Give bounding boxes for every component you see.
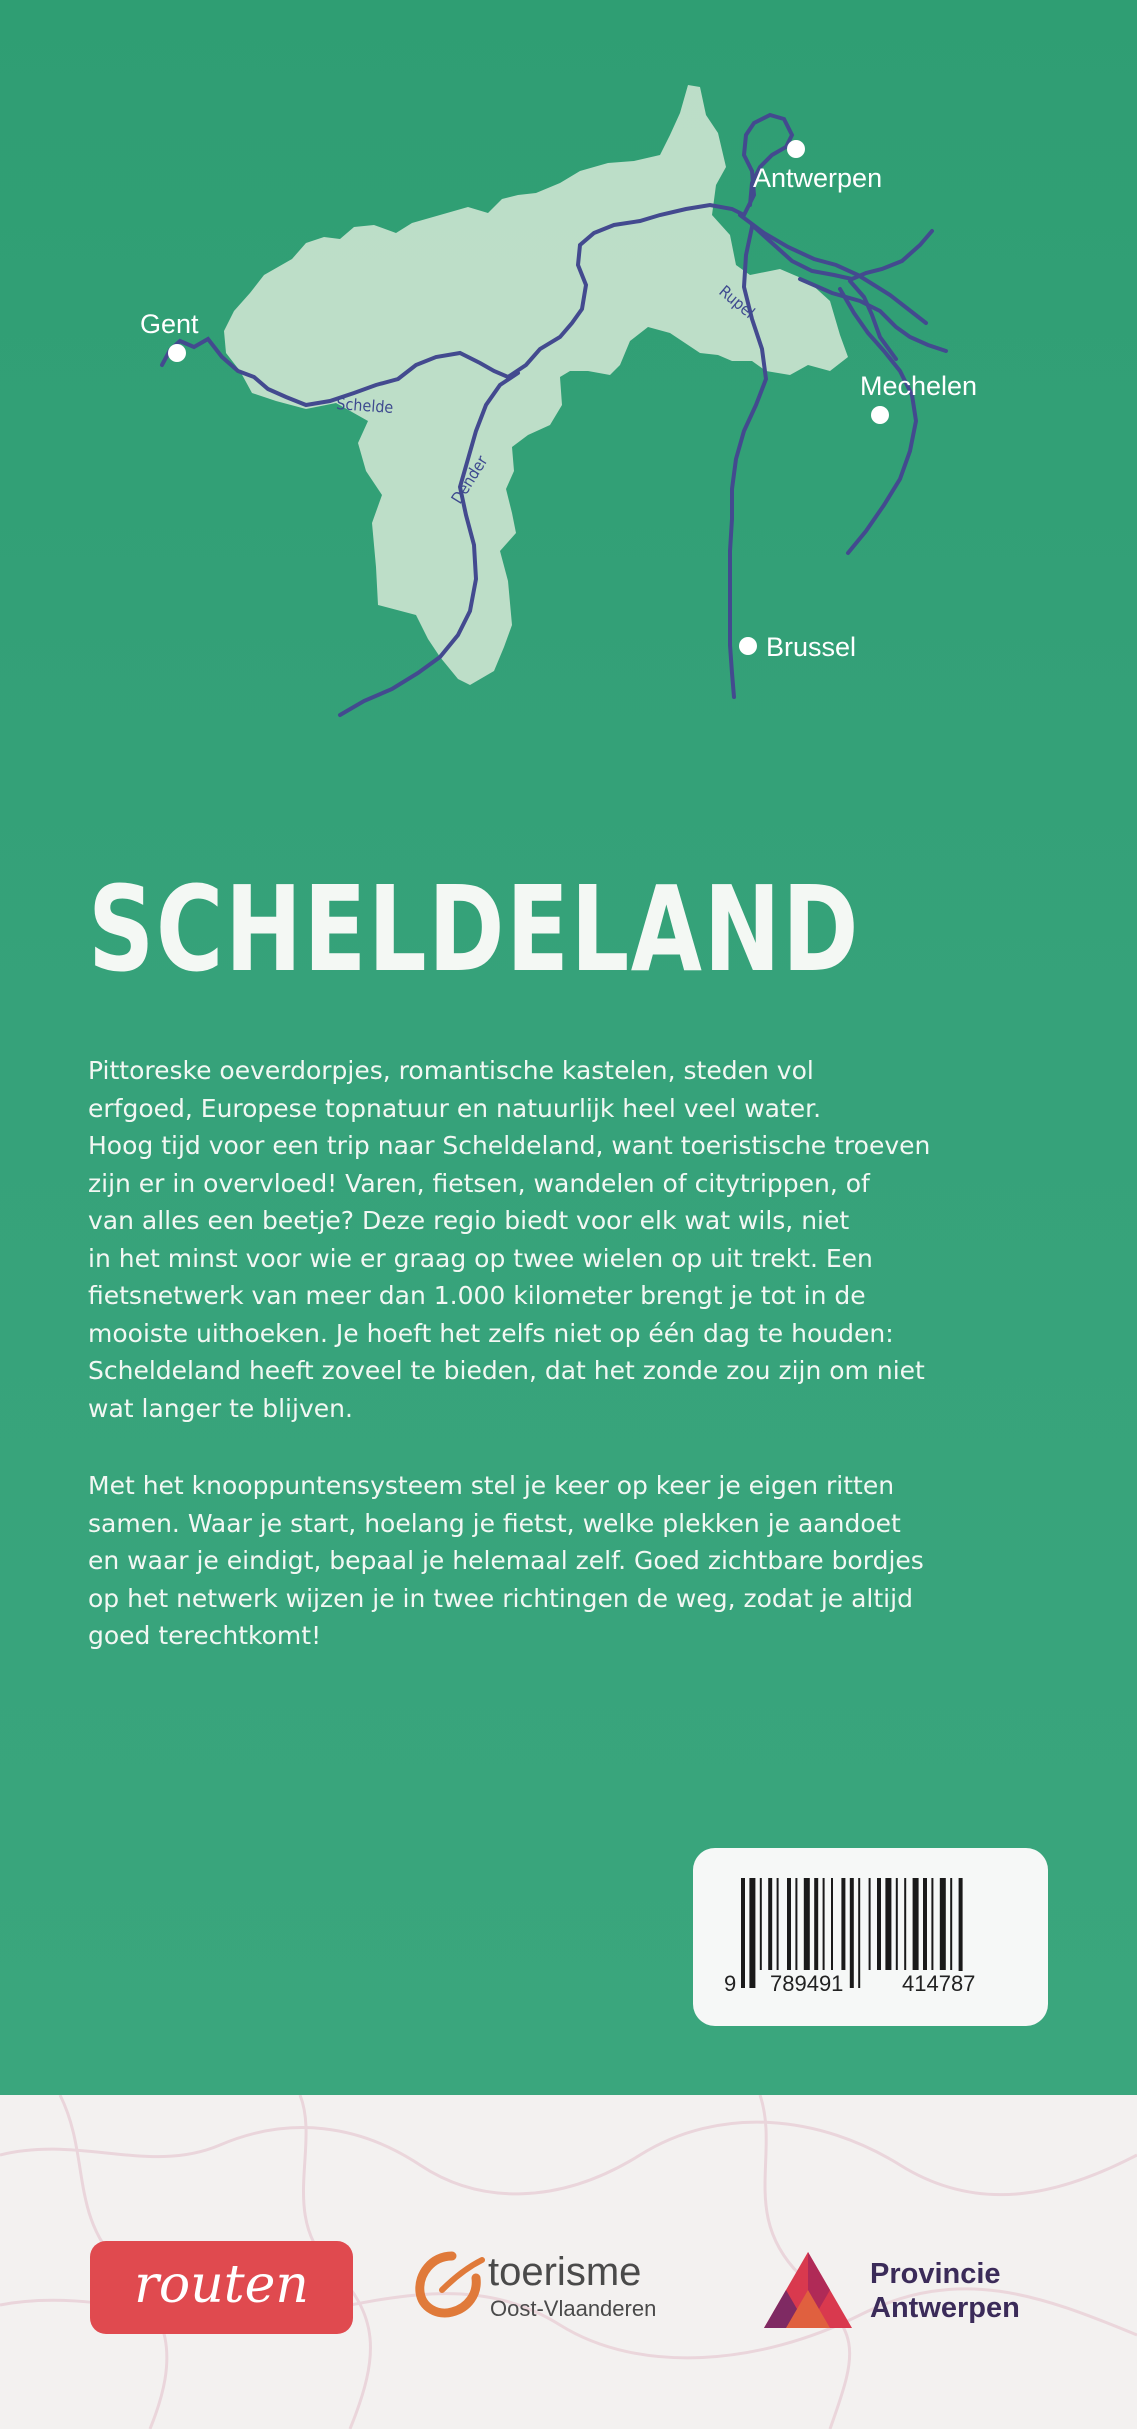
knooppunten-line: samen. Waar je start, hoelang je fietst, welke plekken je aandoet (88, 1508, 901, 1538)
intro-line: van alles een beetje? Deze regio biedt voor elk wat wils, niet (88, 1206, 850, 1235)
intro-line: zijn er in overvloed! Varen, fietsen, wandelen of citytrippen, of (88, 1168, 870, 1198)
barcode-bar (760, 1878, 762, 1970)
knooppunten-line: goed terechtkomt! (88, 1621, 322, 1650)
barcode-bar (858, 1878, 860, 1988)
barcode-bar (777, 1878, 779, 1970)
barcode-bar (823, 1878, 825, 1970)
intro-line: fietsnetwerk van meer dan 1.000 kilometer brengt je tot in de (88, 1281, 866, 1310)
intro-line: erfgoed, Europese topnatuur en natuurlijk heel veel water. (88, 1093, 822, 1123)
page-title: SCHELDELAND (88, 860, 861, 998)
city-label-gent: Gent (140, 309, 199, 339)
knooppunten-paragraph (88, 1467, 1028, 1655)
city-dot-mechelen (871, 406, 889, 424)
city-label-mechelen: Mechelen (860, 371, 978, 401)
barcode-bar (814, 1878, 818, 1970)
city-dot-brussel (739, 637, 757, 655)
barcode-bar (850, 1878, 854, 1988)
toerisme-mark-icon (412, 2250, 486, 2320)
barcode-bar (741, 1878, 745, 1988)
barcode-bar (869, 1878, 871, 1970)
region-map (140, 75, 1040, 775)
barcode-bar (831, 1878, 833, 1970)
barcode-bar (940, 1878, 946, 1970)
barcode-prefix: 9 (721, 1971, 739, 1997)
barcode-bar (841, 1878, 845, 1970)
city-label-brussel: Brussel (766, 632, 857, 662)
knooppunten-line: en waar je eindigt, bepaal je helemaal zelf. Goed zichtbare bordjes (88, 1546, 924, 1575)
barcode-bar (768, 1878, 772, 1970)
barcode-bar (931, 1878, 933, 1970)
toerisme-oost-vlaanderen-logo (412, 2240, 692, 2340)
schelde-label: Schelde (335, 394, 394, 417)
barcode-bar (787, 1878, 791, 1970)
provincie-line-1: Provincie (870, 2258, 1001, 2290)
rupel-label: Rupel (715, 281, 759, 323)
provincie-triangle-icon (762, 2250, 854, 2330)
knooppunten-line: op het netwerk wijzen je in twee richtingen de weg, zodat je altijd (88, 1583, 913, 1613)
intro-line: Scheldeland heeft zoveel te bieden, dat het zonde zou zijn om niet (88, 1356, 925, 1385)
intro-line: wat langer te blijven. (88, 1393, 353, 1423)
barcode-bar (923, 1878, 927, 1970)
barcode-bar (896, 1878, 898, 1970)
barcode-bar (913, 1878, 919, 1970)
toerisme-sub: Oost-Vlaanderen (490, 2296, 657, 2321)
barcode-card (693, 1848, 1048, 2026)
barcode-bar (804, 1878, 810, 1970)
provincie-line-2: Antwerpen (870, 2292, 1020, 2324)
intro-line: Hoog tijd voor een trip naar Scheldeland, want toeristische troeven (88, 1131, 931, 1160)
barcode-bar (749, 1878, 755, 1988)
intro-line: mooiste uithoeken. Je hoeft het zelfs niet op één dag te houden: (88, 1318, 894, 1348)
barcode-bar (885, 1878, 891, 1970)
provincie-antwerpen-logo (762, 2248, 1082, 2338)
routen-logo: routen (90, 2241, 353, 2334)
knooppunten-line: Met het knooppuntensysteem stel je keer op keer je eigen ritten (88, 1471, 895, 1500)
barcode-bar (950, 1878, 952, 1970)
barcode-bar (795, 1878, 797, 1970)
dender-label: Dender (447, 452, 492, 508)
city-dot-antwerpen (787, 140, 805, 158)
city-dot-gent (168, 344, 186, 362)
intro-line: in het minst voor wie er graag op twee wielen op uit trekt. Een (88, 1243, 873, 1273)
intro-paragraph (88, 1052, 1028, 1427)
barcode-bar (904, 1878, 906, 1970)
city-label-antwerpen: Antwerpen (753, 163, 883, 193)
barcode-group-2: 414787 (899, 1971, 978, 1997)
barcode-bar (877, 1878, 881, 1970)
toerisme-word: toerisme (488, 2250, 642, 2294)
barcode-group-1: 789491 (767, 1971, 846, 1997)
intro-line: Pittoreske oeverdorpjes, romantische kastelen, steden vol (88, 1056, 814, 1085)
